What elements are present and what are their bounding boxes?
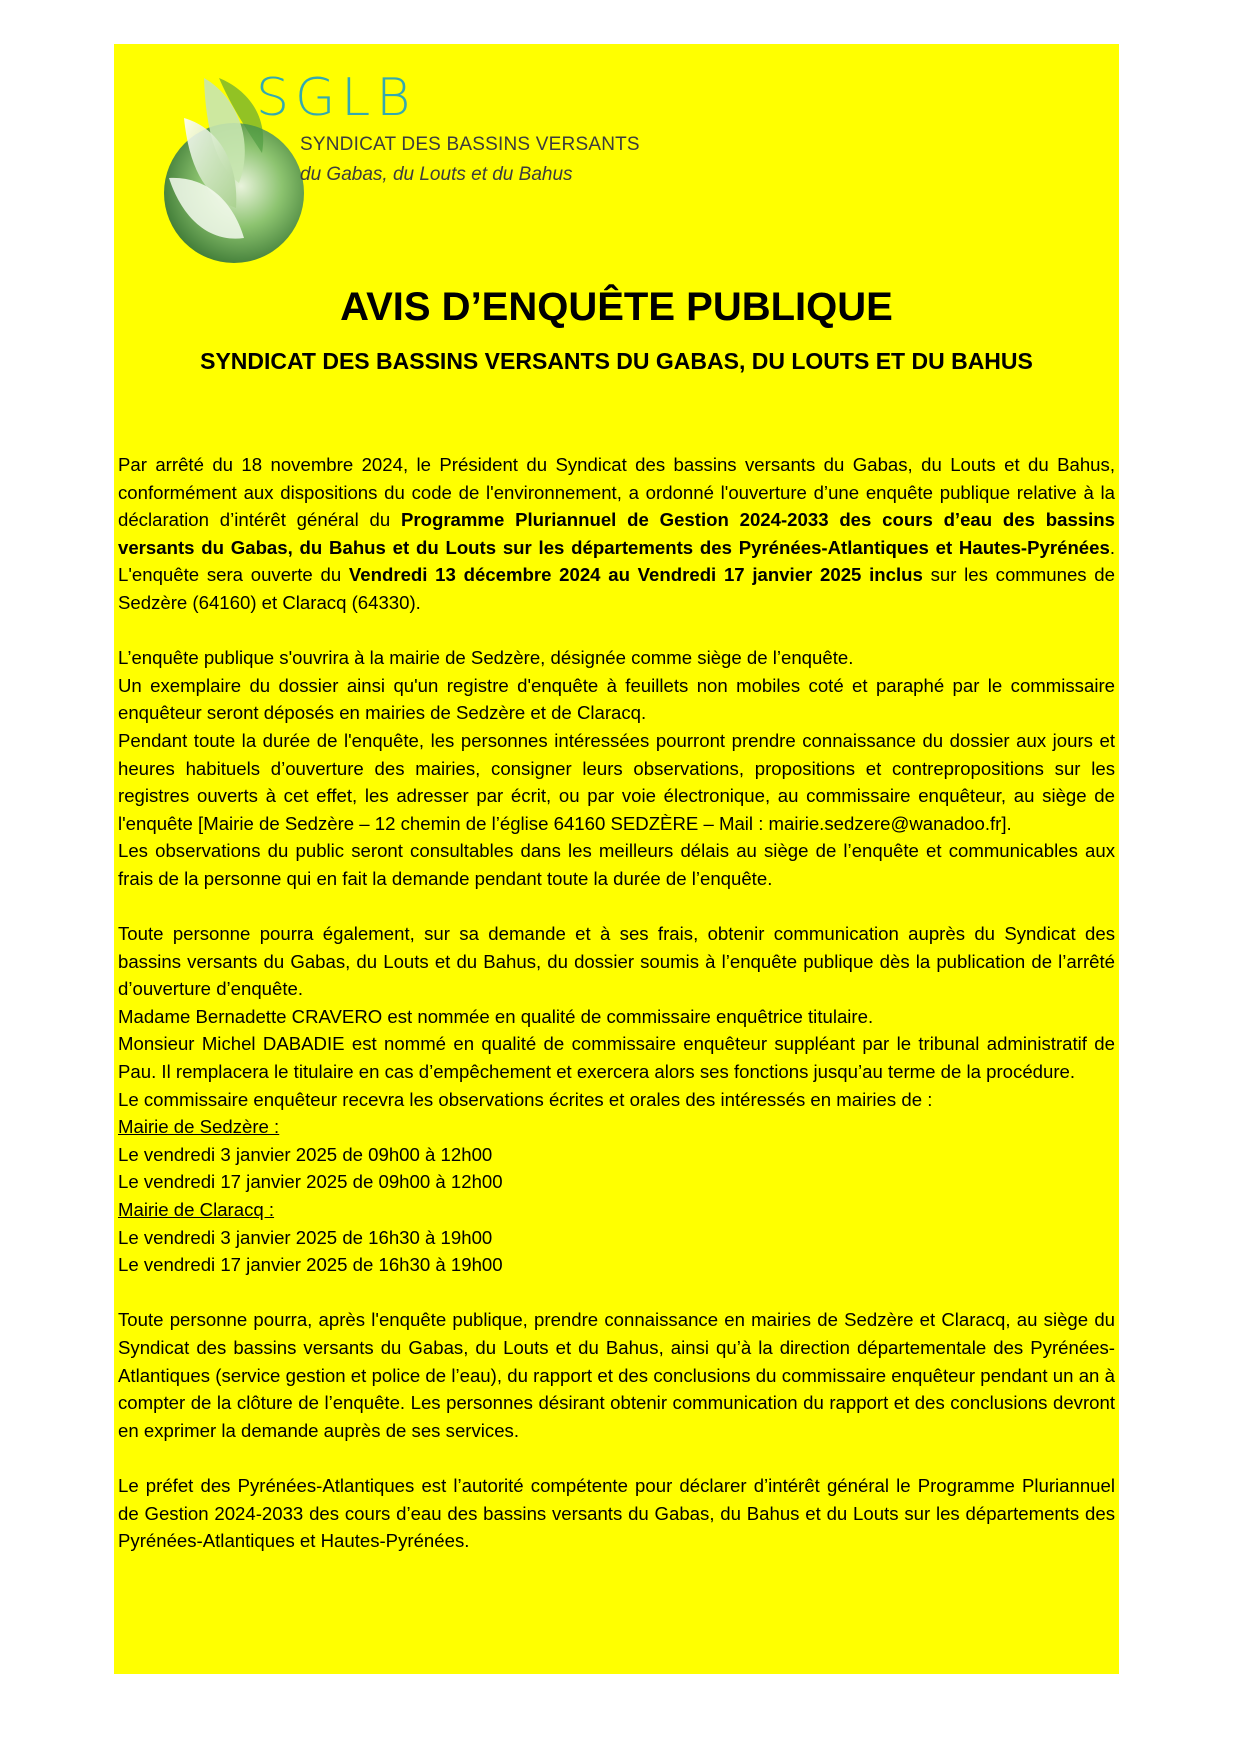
decree-text-3: sur les communes de Sedzère (64160) et Claracq (64330). [118,564,1115,613]
paragraph-permanences: Le commissaire enquêteur recevra les observations écrites et orales des intéressés en mairies de : [118,1088,933,1110]
paragraph-communication: Toute personne pourra également, sur sa demande et à ses frais, obtenir communication auprès du Syndicat des bassins versants du Gabas, du Louts et du Bahus, du dossier soumis à l’enquête publique dès la publication de l’arrêté d’ouverture d’enquête. [118,923,1115,1000]
paragraph-seat: L’enquête publique s'ouvrira à la mairie de Sedzère, désignée comme siège de l’enquête. [118,647,854,669]
paragraph-prefect: Le préfet des Pyrénées-Atlantiques est l’autorité compétente pour déclarer d’intérêt général le Programme Pluriannuel de Gestion 2024-2033 des cours d’eau des bassins versants du Gabas, du Bahus et du Louts sur les départements des Pyrénées-Atlantiques et Hautes-Pyrénées. [118,1474,1115,1552]
paragraph-consultation: Pendant toute la durée de l'enquête, les personnes intéressées pourront prendre connaissance du dossier aux jours et heures habituels d’ouverture des mairies, consigner leurs observations, propositions et contrepropositions sur les registres ouverts à cet effet, les adresser par écrit, ou par voie électronique, au commissaire enquêteur, au siège de l'enquête [Mairie de Sedzère – 12 chemin de l’église 64160 SEDZÈRE – Mail : mairie.sedzere@wanadoo.fr]. [118,729,1115,834]
sedzere-slot-1: Le vendredi 3 janvier 2025 de 09h00 à 12h00 [118,1143,493,1165]
logo-name-line: SYNDICAT DES BASSINS VERSANTS [300,134,640,155]
sglb-logo [144,58,664,298]
programme-name: Programme Pluriannuel de Gestion 2024-2033 des cours d’eau des bassins versants du Gabas, du Bahus et du Louts sur les départements des Pyrénées-Atlantiques et Hautes-Pyrénées [118,509,1115,558]
claracq-heading: Mairie de Claracq : [118,1199,275,1221]
claracq-slot-1: Le vendredi 3 janvier 2025 de 16h30 à 19h00 [118,1226,493,1248]
paragraph-observations: Les observations du public seront consultables dans les meilleurs délais au siège de l’enquête et communicables aux frais de la personne qui en fait la demande pendant toute la durée de l’enquête. [118,840,1115,889]
inquiry-dates: Vendredi 13 décembre 2024 au Vendredi 17 janvier 2025 inclus [348,564,923,586]
logo-rivers-line: du Gabas, du Louts et du Bahus [300,164,573,185]
decree-text-2: . L'enquête sera ouverte du [118,536,1115,586]
decree-text-1: Par arrêté du 18 novembre 2024, le Président du Syndicat des bassins versants du Gabas, du Louts et du Bahus, conformément aux dispositions du code de l'environnement, a ordonné l'ouverture d’une enquête publique relative à la déclaration d’intérêt général du [118,454,1115,531]
sedzere-slot-2: Le vendredi 17 janvier 2025 de 09h00 à 12h00 [118,1171,503,1193]
notice-body [118,451,1115,1555]
page-title: AVIS D’ENQUÊTE PUBLIQUE [340,285,893,329]
logo-acronym: SGLB [256,68,417,128]
paragraph-substitute: Monsieur Michel DABADIE est nommé en qualité de commissaire enquêteur suppléant par le tribunal administratif de Pau. Il remplacera le titulaire en cas d’empêchement et exercera alors ses fonctions jusqu’au terme de la procédure. [118,1033,1115,1083]
paragraph-commissioner: Madame Bernadette CRAVERO est nommée en qualité de commissaire enquêtrice titulaire. [118,1005,874,1027]
paragraph-register: Un exemplaire du dossier ainsi qu'un registre d'enquête à feuillets non mobiles coté et paraphé par le commissaire enquêteur seront déposés en mairies de Sedzère et de Claracq. [118,674,1115,724]
page-subtitle: SYNDICAT DES BASSINS VERSANTS DU GABAS, DU LOUTS ET DU BAHUS [200,348,1033,374]
paragraph-decree [118,451,1115,617]
claracq-slot-2: Le vendredi 17 janvier 2025 de 16h30 à 19h00 [118,1254,503,1276]
sedzere-heading: Mairie de Sedzère : [118,1116,280,1138]
paragraph-report: Toute personne pourra, après l'enquête publique, prendre connaissance en mairies de Sedzère et Claracq, au siège du Syndicat des bassins versants du Gabas, du Louts et du Bahus, ainsi qu’à la direction départementale des Pyrénées-Atlantiques (service gestion et police de l’eau), du rapport et des conclusions du commissaire enquêteur pendant un an à compter de la clôture de l’enquête. Les personnes désirant obtenir communication du rapport et des conclusions devront en exprimer la demande auprès de ses services. [118,1309,1115,1441]
notice-sheet [114,44,1119,1674]
